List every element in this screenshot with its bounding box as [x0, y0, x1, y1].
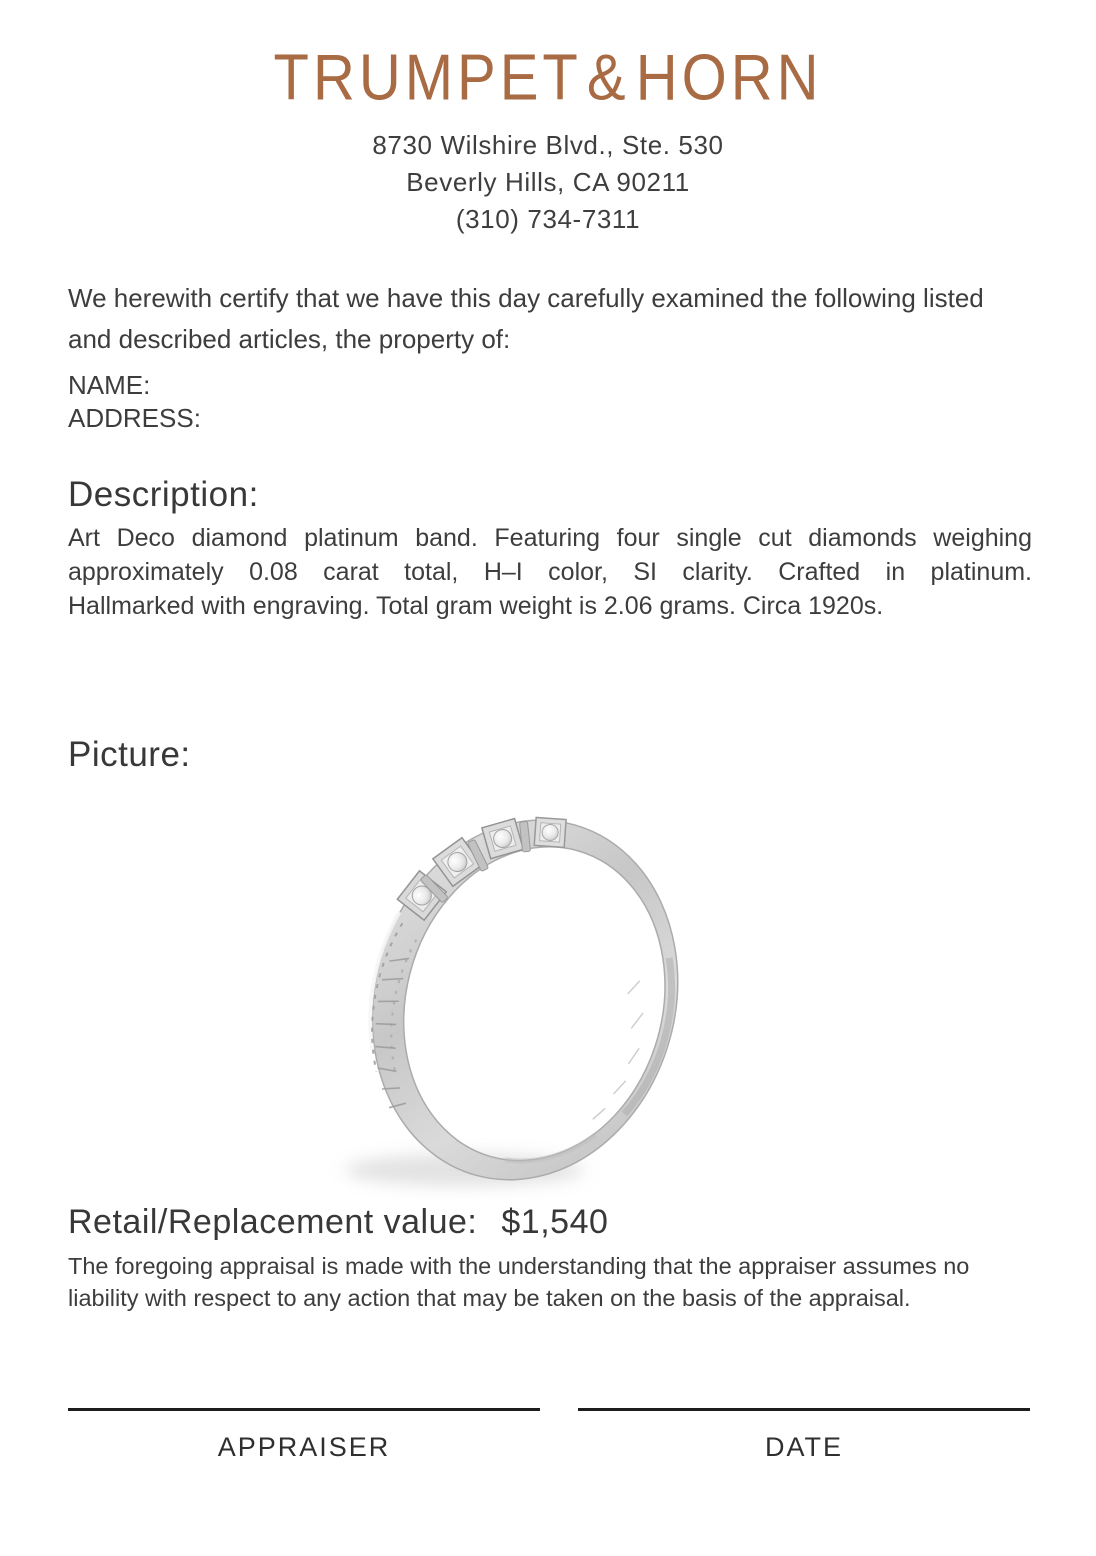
ring-photo: [300, 810, 750, 1200]
date-label: DATE: [764, 1432, 843, 1462]
disclaimer-line: The foregoing appraisal is made with the understanding that the appraiser assumes no: [68, 1253, 970, 1279]
brand-logo: TRUMPET & HORN: [273, 41, 823, 114]
description-line: approximately 0.08 carat total, H–I color, SI clarity. Crafted in platinum.: [68, 558, 1032, 586]
owner-name-label: NAME:: [68, 370, 151, 400]
owner-address-row: [68, 402, 1032, 435]
address-phone: (310) 734-7311: [455, 204, 641, 234]
valuation-label: Retail/Replacement value:: [68, 1203, 478, 1241]
address-line-1: 8730 Wilshire Blvd., Ste. 530: [372, 130, 724, 160]
description-heading: Description:: [68, 475, 259, 514]
valuation-disclaimer: [68, 1250, 1058, 1314]
diamond-setting: [534, 817, 566, 847]
appraiser-label: APPRAISER: [217, 1432, 391, 1462]
disclaimer-line: liability with respect to any action that may be taken on the basis of the appraisal.: [68, 1285, 911, 1311]
picture-heading: Picture:: [68, 735, 191, 774]
owner-name-row: [68, 369, 1032, 402]
owner-fields: [68, 369, 1032, 435]
letterhead-address: [0, 127, 1096, 238]
address-line-2: Beverly Hills, CA 90211: [406, 167, 690, 197]
description-line: Art Deco diamond platinum band. Featuring four single cut diamonds weighing: [68, 524, 1032, 552]
description-line: Hallmarked with engraving. Total gram weight is 2.06 grams. Circa 1920s.: [68, 592, 884, 620]
appraiser-signature-line: [68, 1408, 540, 1411]
date-signature-line: [578, 1408, 1030, 1411]
certification-statement: We herewith certify that we have this day carefully examined the following listed and described articles, the property of:: [68, 283, 984, 354]
valuation-amount: $1,540: [501, 1203, 609, 1241]
description-text: [68, 521, 1032, 623]
valuation-row: [68, 1203, 1068, 1242]
owner-address-label: ADDRESS:: [68, 403, 201, 433]
